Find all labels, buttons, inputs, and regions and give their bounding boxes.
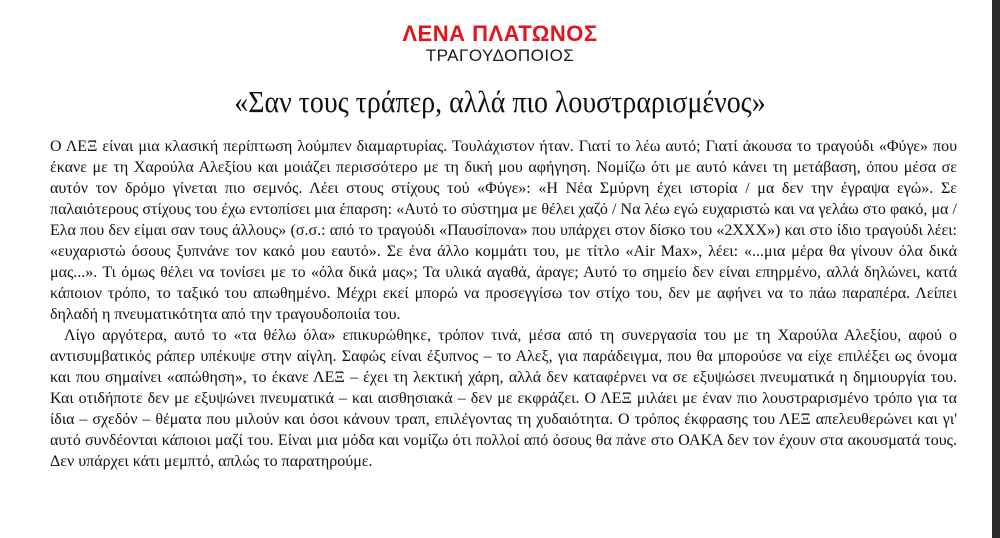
article-header [0,22,1000,66]
page-edge-border [992,0,1000,538]
article-paragraph-1: Ο ΛΕΞ είναι μια κλασική περίπτωση λούμπεν διαμαρτυρίας. Τουλάχιστον ήταν. Γιατί το λέω αυτό; Γιατί άκουσα το τραγούδι «Φύγε» που έκανε με τη Χαρούλα Αλεξίου και μοιάζει περισσότερο με τη δική μου αφήγηση. Νομίζω ότι με αυτό κάνει τη μετάβαση, όπου μέσα σε αυτόν τον δρόμο γίνεται πιο σεμνός. Λέει στους στίχους τού «Φύγε»: «Η Νέα Σμύρνη έχει ιστορία / μα δεν την έγραψα εγώ». Σε παλαιότερους στίχους του έχω εντοπίσει μια έπαρση: «Αυτό το σύστημα με θέλει χαζό / Να λέω εγώ ευχαριστώ και να γελάω στο φακό, μα / Ελα που δεν είμαι σαν τους άλλους» (σ.σ.: από το τραγούδι «Παυσίπονα» που υπάρχει στον δίσκο του «2ΧΧΧ») και στο ίδιο τραγούδι λέει: «ευχαριστώ όσους ξυπνάνε τον κακό μου εαυτό». Σε ένα άλλο κομμάτι του, με τίτλο «Air Max», λέει: «...μια μέρα θα γίνουν όλα δικά μας...». Τι όμως θέλει να τονίσει με το «όλα δικά μας»; Τα υλικά αγαθά, άραγε; Αυτό το σημείο δεν είναι επηρμένο, αλλά δηλώνει, κατά κάποιον τρόπο, το ταξικό του απωθημένο. Μέχρι εκεί μπορώ να προσεγγίσω τον στίχο του, δεν με αφήνει να το πάω παραπέρα. Λείπει δηλαδή η πνευματικότητα από την τραγουδοποιία του. [50,138,957,323]
author-name: ΛΕΝΑ ΠΛΑΤΩΝΟΣ [402,21,598,46]
article-paragraph-2: Λίγο αργότερα, αυτό το «τα θέλω όλα» επικυρώθηκε, τρόπον τινά, μέσα από τη συνεργασία του με τη Χαρούλα Αλεξίου, αφού ο αντισυμβατικός ράπερ υπέκυψε στην αίγλη. Σαφώς είναι έξυπνος – το Αλεξ, για παράδειγμα, που θα μπορούσε να είχε επιλέξει ως όνομα και που σημαίνει «απώθηση», το έκανε ΛΕΞ – έχει τη λεκτική χάρη, αλλά δεν καταφέρνει να σε εξυψώσει πνευματικά η δημιουργία του. Και οτιδήποτε δεν με εξυψώνει πνευματικά – και αισθησιακά – δεν με εκφράζει. Ο ΛΕΞ μιλάει με έναν πιο λουστραρισμένο τρόπο για τα ίδια – σχεδόν – θέματα που μιλούν και όσοι κάνουν τραπ, επιλέγοντας τη χυδαιότητα. Ο τρόπος έκφρασης του ΛΕΞ απελευθερώνει και γι' αυτό συνδέονται κάποιοι μαζί του. Είναι μια μόδα και νομίζω ότι πολλοί από όσους θα πάνε στο ΟΑΚΑ δεν τον έχουν στα ακουσματά τους. Δεν υπάρχει κάτι μεμπτό, απλώς το παρατηρούμε. [50,327,957,470]
article-headline: «Σαν τους τράπερ, αλλά πιο λουστραρισμένος» [234,84,766,119]
author-role: ΤΡΑΓΟΥΔΟΠΟΙΟΣ [425,46,575,65]
article-body [50,136,957,472]
